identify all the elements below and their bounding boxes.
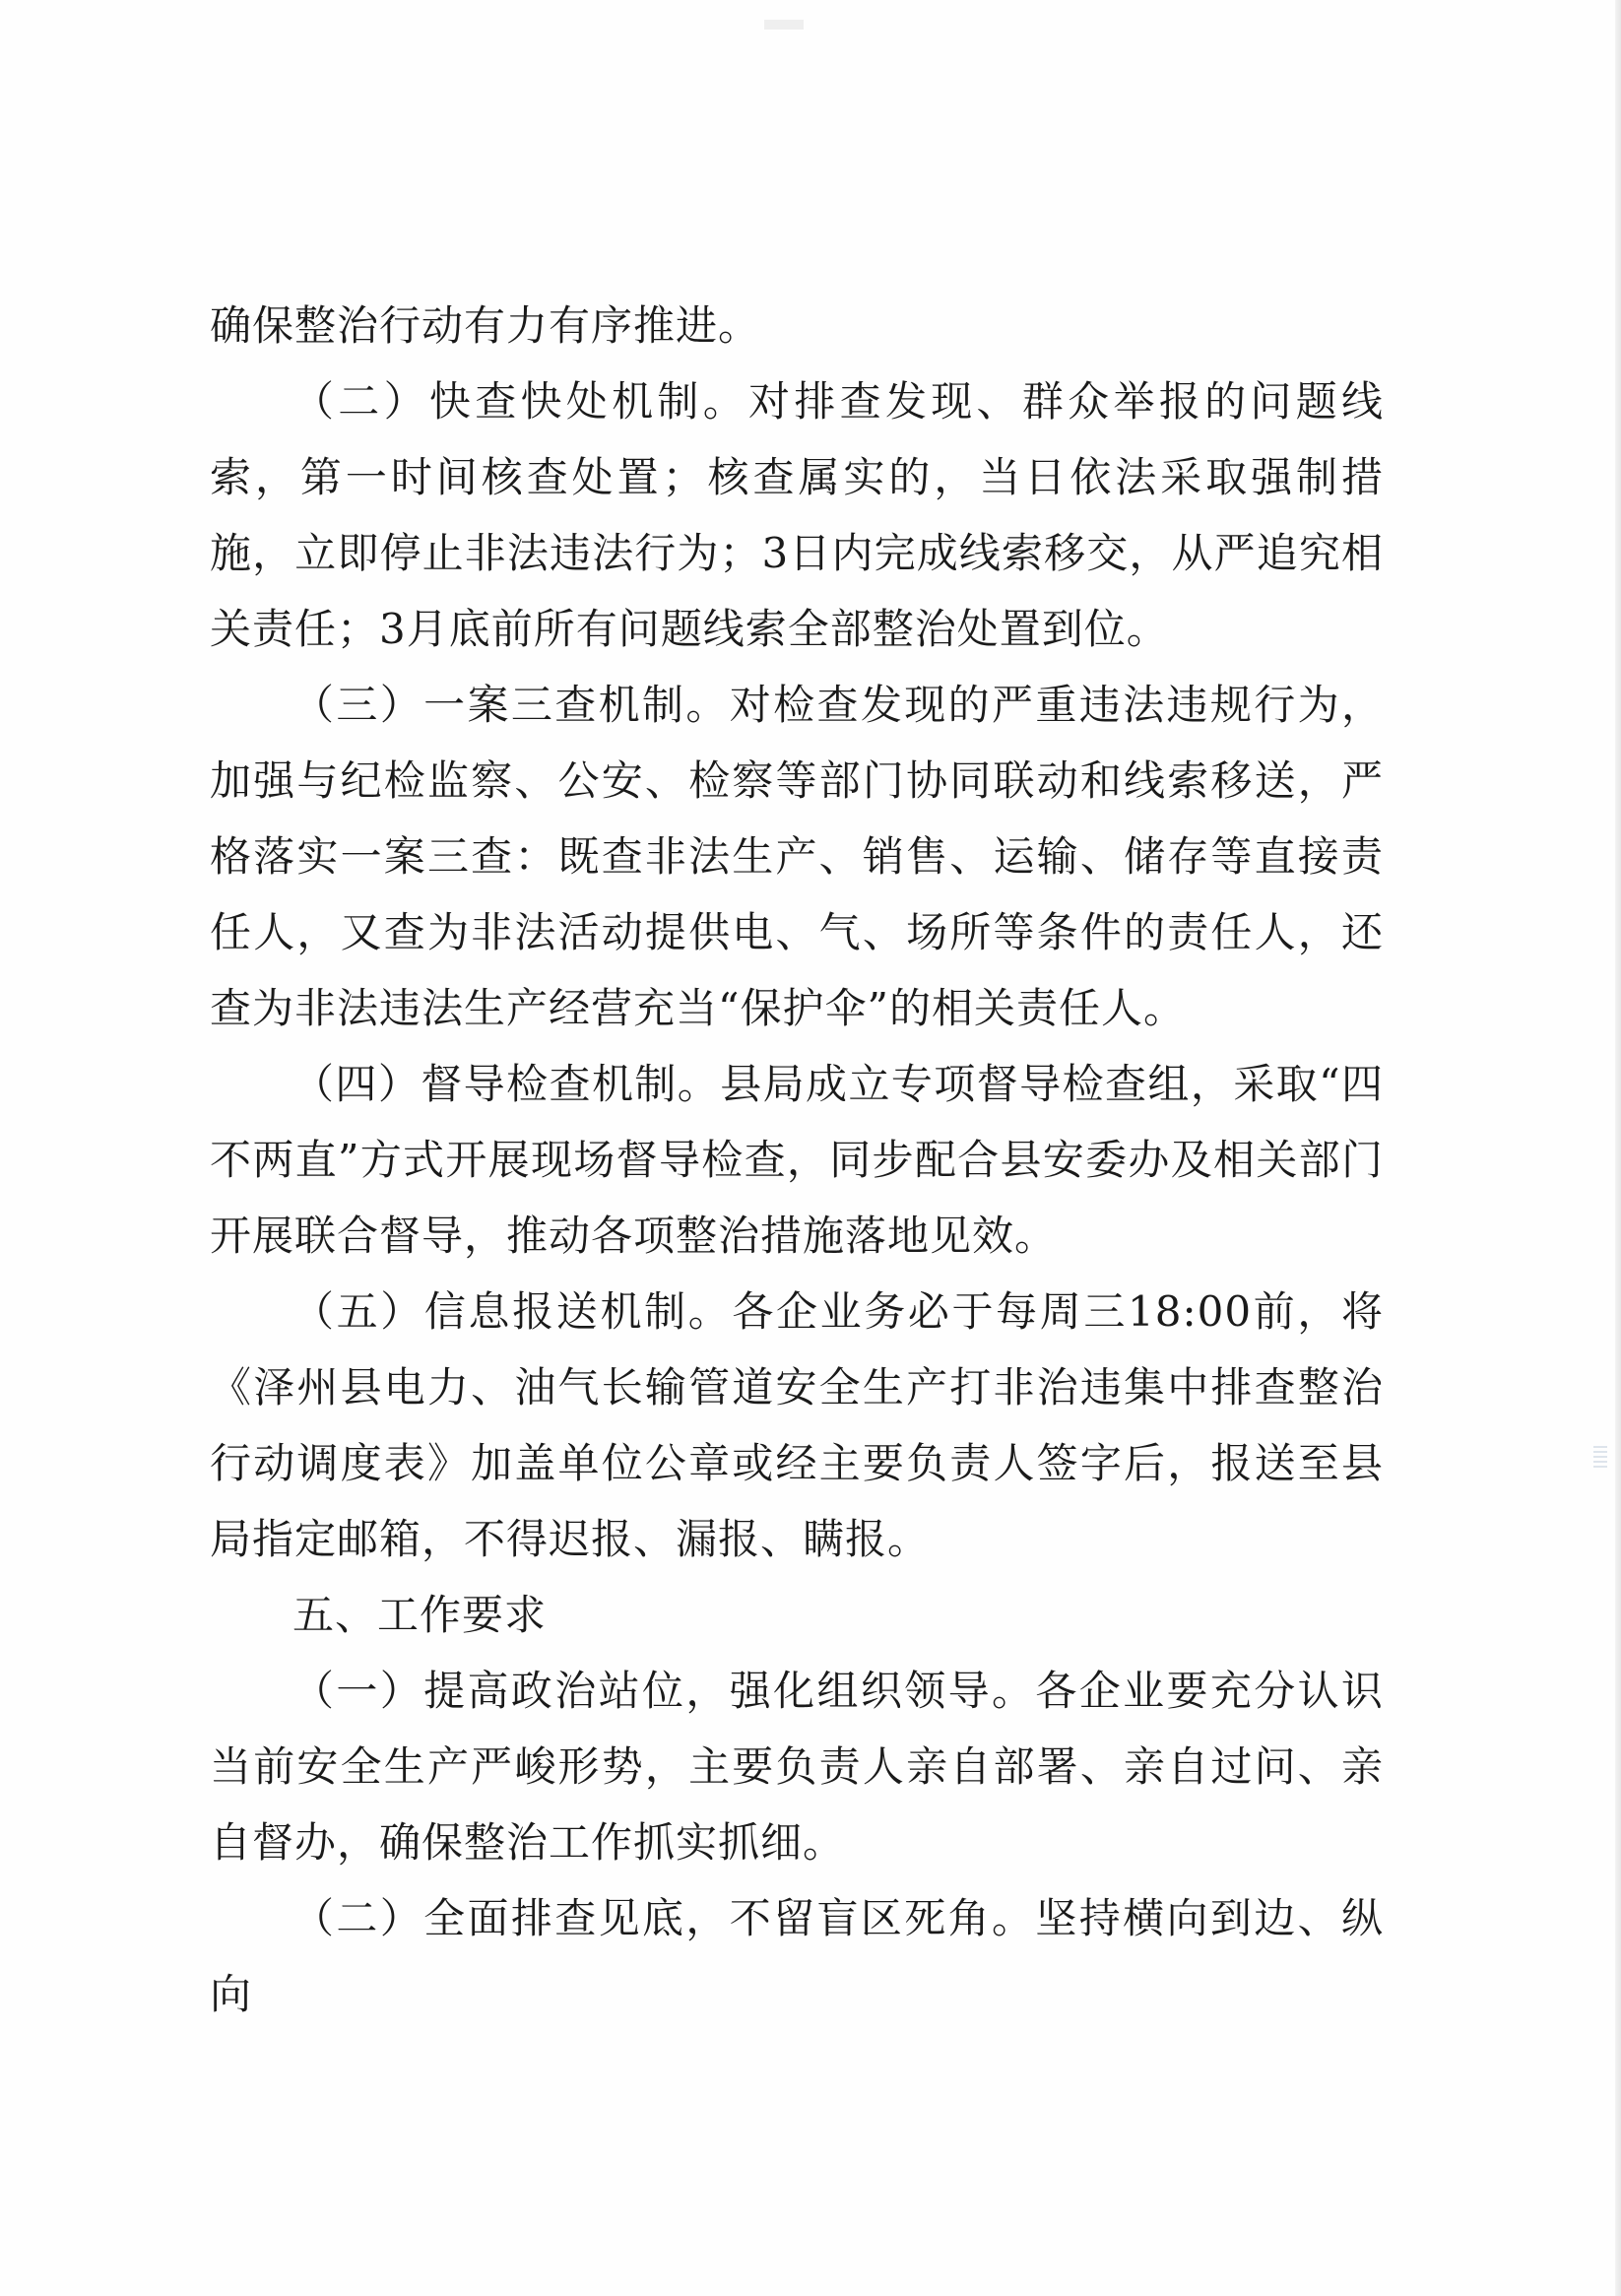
paragraph-comprehensive-check: （二）全面排查见底，不留盲区死角。坚持横向到边、纵向 [210,1894,1384,2018]
scan-mark [764,20,804,30]
paragraph-quick-check-mechanism: （二）快查快处机制。对排查发现、群众举报的问题线索，第一时间核查处置；核查属实的，当日依法采取强制措施，立即停止非法违法行为；3日内完成线索移交，从严追究相关责任；3月底前所有问题线索全部整治处置到位。 [210,377,1384,653]
paragraph-continuation: 确保整治行动有力有序推进。 [210,301,761,350]
section-heading-work-requirements: 五、工作要求 [292,1591,548,1639]
document-body [210,288,1384,2032]
paragraph-supervision-mechanism: （四）督导检查机制。县局成立专项督导检查组，采取“四不两直”方式开展现场督导检查，同步配合县安委办及相关部门开展联合督导，推动各项整治措施落地见效。 [210,1060,1384,1260]
paragraph-political-stance: （一）提高政治站位，强化组织领导。各企业要充分认识当前安全生产严峻形势，主要负责人亲自部署、亲自过问、亲自督办，确保整治工作抓实抓细。 [210,1667,1384,1867]
scan-edge [1615,0,1621,2296]
paragraph-information-reporting: （五）信息报送机制。各企业务必于每周三18:00前，将《泽州县电力、油气长输管道安全生产打非治违集中排查整治行动调度表》加盖单位公章或经主要负责人签字后，报送至县局指定邮箱，不得迟报、漏报、瞒报。 [210,1287,1384,1563]
paragraph-one-case-three-checks: （三）一案三查机制。对检查发现的严重违法违规行为，加强与纪检监察、公安、检察等部门协同联动和线索移送，严格落实一案三查：既查非法生产、销售、运输、储存等直接责任人，又查为非法活动提供电、气、场所等条件的责任人，还查为非法违法生产经营充当“保护伞”的相关责任人。 [210,681,1384,1032]
scan-marks [1593,1446,1607,1468]
